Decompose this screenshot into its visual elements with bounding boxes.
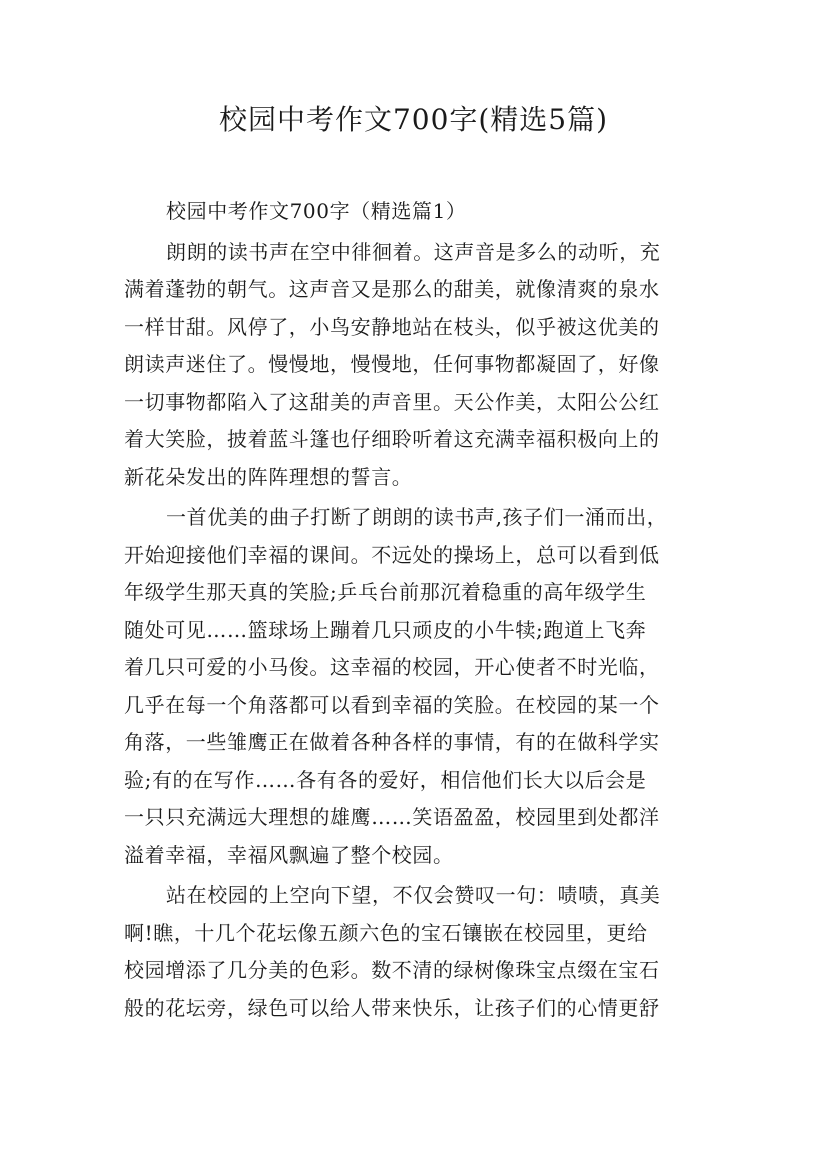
text-line: 啊!瞧，十几个花坛像五颜六色的宝石镶嵌在校园里，更给 — [124, 920, 648, 945]
document-title: 校园中考作文700字(精选5篇) — [218, 103, 609, 136]
paragraph — [124, 234, 708, 497]
text-line: 着大笑脸，披着蓝斗篷也仔细聆听着这充满幸福积极向上的 — [124, 427, 660, 451]
text-line: 校园增添了几分美的色彩。数不清的绿树像珠宝点缀在宝石 — [124, 958, 660, 982]
document-body — [124, 193, 708, 1027]
text-line: 验;有的在写作……各有各的爱好，相信他们长大以后会是 — [124, 767, 647, 792]
text-line: 随处可见……篮球场上蹦着几只顽皮的小牛犊;跑道上飞奔 — [124, 617, 647, 642]
text-line: 开始迎接他们幸福的课间。不远处的操场上，总可以看到低 — [124, 542, 660, 567]
text-line: 一切事物都陷入了这甜美的声音里。天公作美，太阳公公红 — [124, 389, 660, 414]
text-line: 站在校园的上空向下望，不仅会赞叹一句：啧啧，真美 — [166, 883, 661, 907]
text-line: 溢着幸福，幸福风飘遍了整个校园。 — [124, 842, 454, 867]
text-line: 一样甘甜。风停了，小鸟安静地站在枝头，似乎被这优美的 — [124, 314, 660, 339]
text-line: 几乎在每一个角落都可以看到幸福的笑脸。在校园的某一个 — [124, 692, 660, 717]
text-line: 一首优美的曲子打断了朗朗的读书声,孩子们一涌而出， — [166, 505, 668, 529]
text-line: 朗朗的读书声在空中徘徊着。这声音是多么的动听，充 — [166, 239, 661, 264]
text-line: 角落，一些雏鹰正在做着各种各样的事情，有的在做科学实 — [124, 730, 660, 754]
paragraph — [124, 877, 708, 1027]
text-line: 朗读声迷住了。慢慢地，慢慢地，任何事物都凝固了，好像 — [124, 352, 660, 376]
paragraph — [124, 499, 708, 874]
section-heading: 校园中考作文700字（精选篇1） — [166, 199, 467, 223]
text-line: 年级学生那天真的笑脸;乒乓台前那沉着稳重的高年级学生 — [124, 580, 647, 604]
text-line: 新花朵发出的阵阵理想的誓言。 — [124, 464, 413, 489]
text-line: 满着蓬勃的朝气。这声音又是那么的甜美，就像清爽的泉水 — [124, 277, 660, 301]
text-line: 一只只充满远大理想的雄鹰……笑语盈盈，校园里到处都洋 — [124, 805, 660, 829]
text-line: 着几只可爱的小马俊。这幸福的校园，开心使者不时光临， — [124, 655, 660, 679]
text-line: 般的花坛旁，绿色可以给人带来快乐，让孩子们的心情更舒 — [124, 995, 660, 1020]
